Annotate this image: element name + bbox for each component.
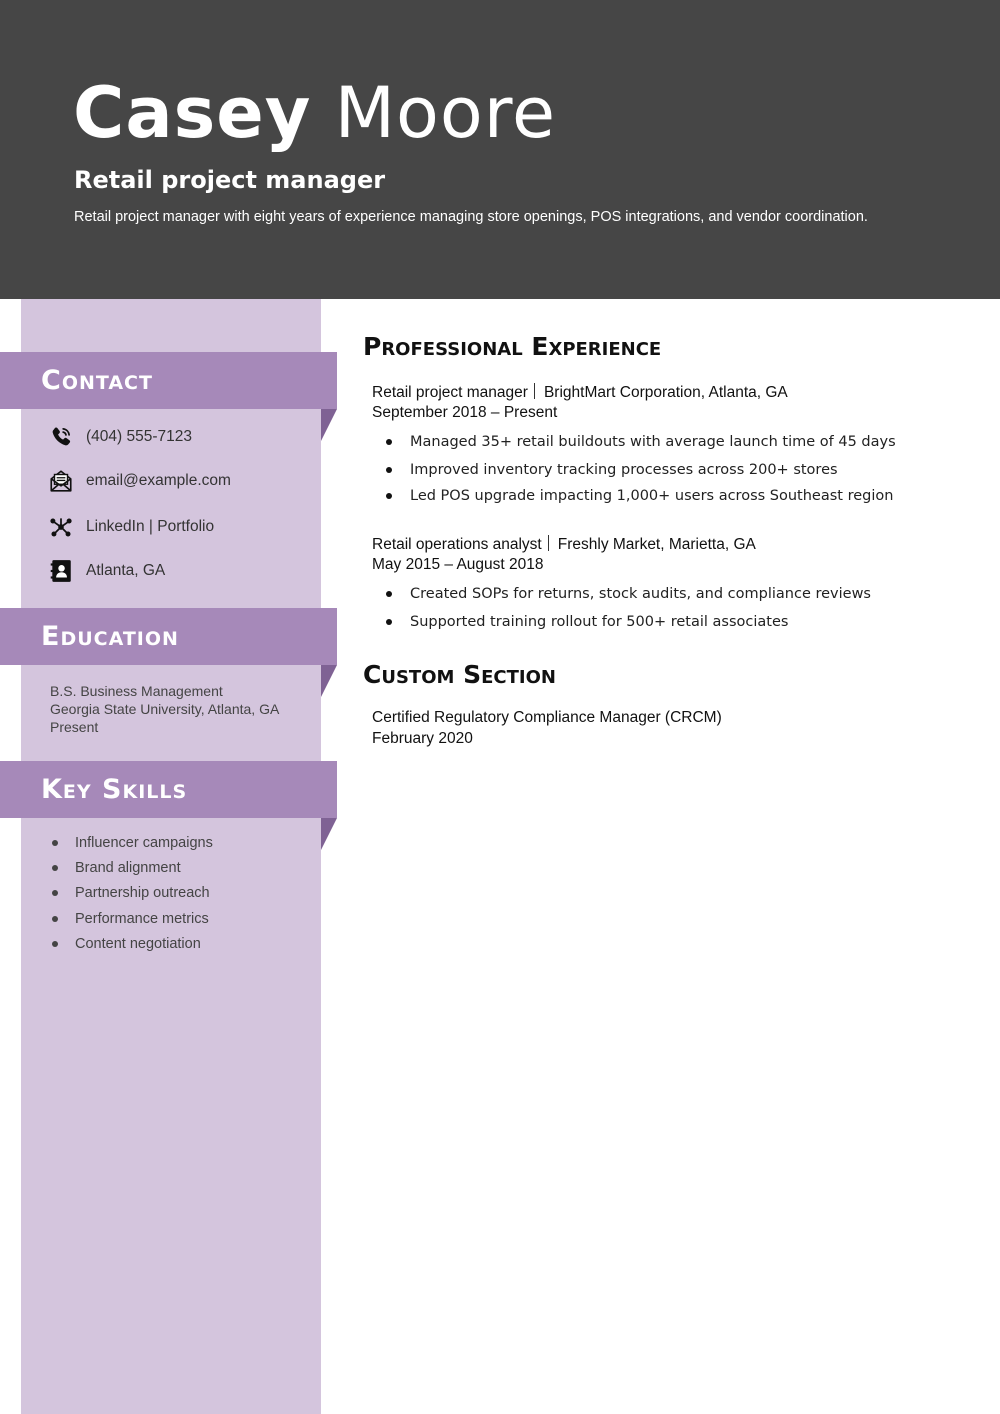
last-name: Moore — [334, 72, 557, 154]
education-date: Present — [50, 719, 99, 735]
first-name: Casey — [73, 72, 312, 154]
job-title: Retail project manager — [74, 166, 386, 194]
bullet-icon — [52, 865, 58, 871]
skill-item — [50, 858, 181, 878]
resume-header — [0, 0, 1000, 299]
separator — [534, 383, 535, 399]
bullet-text: Led POS upgrade impacting 1,000+ users across Southeast region — [410, 488, 894, 504]
phone-text: (404) 555-7123 — [86, 428, 192, 445]
contact-heading-banner — [0, 352, 337, 409]
education-heading-banner — [0, 608, 337, 665]
email-text[interactable]: email@example.com — [86, 472, 231, 489]
bullet-icon — [52, 941, 58, 947]
bullet-icon — [386, 493, 392, 499]
skills-heading-banner — [0, 761, 337, 818]
skill-text: Influencer campaigns — [75, 835, 213, 851]
education-degree: B.S. Business Management — [50, 683, 223, 699]
job-1-bullet — [386, 432, 896, 452]
bullet-icon — [386, 591, 392, 597]
custom-date: February 2020 — [372, 730, 473, 747]
contact-location — [48, 558, 165, 584]
bullet-icon — [52, 916, 58, 922]
job-2-bullet — [386, 612, 788, 632]
bullet-icon — [386, 619, 392, 625]
summary-text: Retail project manager with eight years of experience managing store openings, POS integrations, and vendor coordination. — [74, 209, 868, 225]
custom-item: Certified Regulatory Compliance Manager (CRCM) — [372, 709, 722, 726]
network-icon — [48, 514, 74, 540]
job-2-title-line — [372, 535, 756, 555]
job-1-dates: September 2018 – Present — [372, 404, 558, 421]
experience-heading: Professional Experience — [363, 332, 662, 361]
contact-phone — [48, 424, 192, 450]
separator — [548, 535, 549, 551]
links-text[interactable]: LinkedIn | Portfolio — [86, 518, 215, 535]
bullet-icon — [52, 840, 58, 846]
phone-icon — [48, 424, 74, 450]
address-book-icon — [48, 558, 74, 584]
location-text: Atlanta, GA — [86, 562, 166, 579]
education-banner-fold — [321, 665, 337, 697]
bullet-text: Improved inventory tracking processes across 200+ stores — [410, 462, 838, 478]
envelope-icon — [48, 468, 74, 494]
bullet-text: Managed 35+ retail buildouts with average launch time of 45 days — [410, 434, 896, 450]
skill-text: Brand alignment — [75, 860, 181, 876]
skill-text: Content negotiation — [75, 936, 201, 952]
job-2-role: Retail operations analyst — [372, 536, 542, 553]
skills-banner-fold — [321, 818, 337, 850]
job-1-bullet — [386, 460, 838, 480]
skill-item — [50, 883, 210, 903]
job-2-dates: May 2015 – August 2018 — [372, 556, 544, 573]
job-1-role: Retail project manager — [372, 384, 528, 401]
contact-banner-fold — [321, 409, 337, 441]
candidate-name — [73, 70, 556, 156]
contact-links — [48, 514, 214, 540]
job-2-bullet — [386, 584, 871, 604]
custom-section-heading: Custom Section — [363, 660, 556, 689]
skill-item — [50, 833, 213, 853]
bullet-icon — [386, 467, 392, 473]
skill-item — [50, 934, 201, 954]
skill-text: Partnership outreach — [75, 885, 210, 901]
job-1-company: BrightMart Corporation, Atlanta, GA — [543, 384, 788, 401]
sidebar — [21, 299, 321, 1414]
skill-text: Performance metrics — [75, 911, 209, 927]
contact-heading: Contact — [41, 365, 153, 396]
skills-heading: Key Skills — [41, 774, 188, 805]
job-1-title-line — [372, 383, 788, 403]
bullet-icon — [386, 439, 392, 445]
skill-item — [50, 909, 209, 929]
bullet-icon — [52, 890, 58, 896]
education-heading: Education — [41, 621, 179, 652]
bullet-text: Supported training rollout for 500+ retail associates — [410, 614, 789, 630]
job-2-company: Freshly Market, Marietta, GA — [557, 536, 756, 553]
job-1-bullet — [386, 486, 893, 506]
bullet-text: Created SOPs for returns, stock audits, and compliance reviews — [410, 586, 871, 602]
education-school: Georgia State University, Atlanta, GA — [50, 701, 280, 717]
contact-email — [48, 468, 231, 494]
